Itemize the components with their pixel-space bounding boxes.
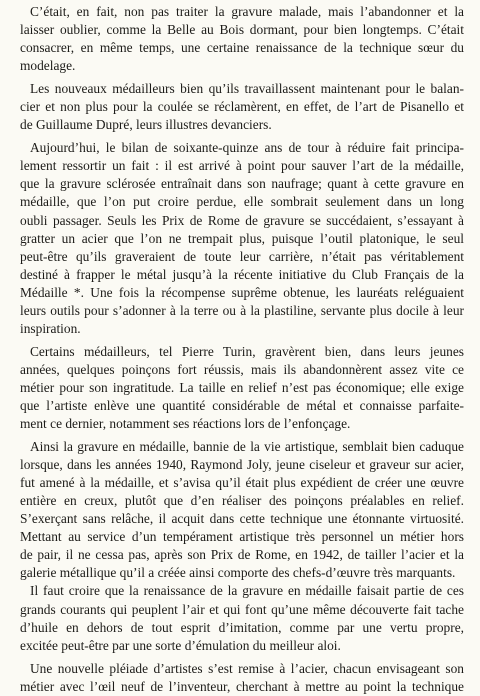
text-body: [20, 3, 464, 696]
text-line: Aujourd’hui, le bilan de soixante-quinze ans de tour à réduire fait principa-: [30, 140, 464, 156]
text-line: inspiration.: [20, 320, 81, 336]
text-line: Les nouveaux médailleurs bien qu’ils travaillassent maintenant pour le balan-: [30, 81, 464, 97]
text-line: ment ce dernier, notamment ses réactions lors de l’enfonçage.: [20, 416, 351, 432]
text-line: galerie métallique qu’il a créée ainsi comporte des chefs-d’œuvre très marquants.: [20, 565, 456, 581]
text-line: médaille, que l’on put croire perdue, elle sombrait seulement dans un long: [20, 194, 464, 210]
paragraph: [20, 660, 464, 696]
paragraph: [20, 139, 464, 338]
text-line: métier avec l’œil neuf de l’inventeur, cherchant à mettre au point la technique: [20, 678, 464, 694]
text-line: modelage.: [20, 58, 76, 74]
text-line: gratter un acier que l’on ne trempait plus, puisque l’outil platonique, le seul: [20, 230, 464, 246]
text-line: années, quelques poinçons fort réussis, mais ils abandonnèrent assez vite ce: [20, 361, 464, 377]
text-line: C’était, en fait, non pas traiter la gravure malade, mais l’abandonner et la: [30, 4, 464, 19]
text-line: Mettant au service d’un tempérament artistique très personnel un métier hors: [20, 529, 464, 545]
text-line: Certains médailleurs, tel Pierre Turin, gravèrent bien, dans leurs jeunes: [30, 343, 464, 359]
text-line: leurs outils pour s’adonner à la terre ou à la plastiline, servante plus docile à leur: [20, 302, 464, 318]
paragraph: [20, 438, 464, 655]
text-line: lement ressortir un fait : il est arrivé à point pour sauver l’art de la médaille,: [20, 158, 464, 174]
text-line: d’huile en dehors de tout esprit d’imitation, comme par une vertu propre,: [20, 619, 464, 635]
text-line: excitée peut-être par une sorte d’émulation du meilleur aloi.: [20, 637, 341, 653]
text-line: de Guillaume Dupré, leurs illustres devanciers.: [20, 117, 272, 133]
text-line: oubli passager. Seuls les Prix de Rome de gravure se succédaient, s’essayant à: [20, 212, 464, 228]
text-line: peut-être qu’ils graveraient de toute leur carrière, n’était pas véritablement: [20, 248, 464, 264]
paragraph: [20, 80, 464, 134]
paragraph: [20, 343, 464, 433]
text-line: destiné à frapper le métal jusqu’à la récente initiative du Club Français de la: [20, 266, 464, 282]
text-line: entière en creux, plutôt que d’en réaliser des poinçons préalables en relief.: [20, 493, 464, 509]
text-line: laisser oublier, comme la Belle au Bois dormant, pour bien longtemps. C’était: [20, 22, 464, 38]
text-line: que la gravure sclérosée entraînait dans son naufrage; quant à cette gravure en: [20, 176, 464, 192]
text-line: Médaille *. Une fois la récompense suprême obtenue, les lauréats reléguaient: [20, 284, 464, 300]
text-line: Il faut croire que la renaissance de la gravure en médaille faisait partie de ces: [30, 583, 464, 599]
text-line: que l’artiste enlève une quantité considérable de métal et connaisse parfaite-: [20, 397, 464, 413]
text-line: S’exerçant sans relâche, il acquit dans cette technique une étonnante virtuosité.: [20, 511, 464, 527]
text-line: consacrer, en même temps, une certaine renaissance de la technique sœur du: [20, 40, 464, 56]
paragraph: [20, 3, 464, 75]
text-line: Une nouvelle pléiade d’artistes s’est remise à l’acier, chacun envisageant son: [30, 660, 464, 676]
text-line: lorsque, dans les années 1940, Raymond Joly, jeune ciseleur et graveur sur acier,: [20, 457, 464, 473]
text-line: de pair, il ne cessa pas, après son Prix de Rome, en 1942, de tailler l’acier et la: [20, 547, 464, 563]
text-line: cier et non plus pour la coulée se réclamèrent, en effet, de l’art de Pisanello et: [20, 99, 464, 115]
text-line: fut amené à la médaille, et s’avisa qu’il était plus expédient de créer une œuvre: [20, 475, 464, 491]
text-line: métier pour son ingratitude. La taille en relief n’est pas économique; elle exige: [20, 379, 464, 395]
text-line: Ainsi la gravure en médaille, bannie de la vie artistique, semblait bien caduque: [30, 439, 464, 455]
text-line: grands courants qui peuplent l’air et qui font qu’une même découverte fait tache: [20, 601, 464, 617]
